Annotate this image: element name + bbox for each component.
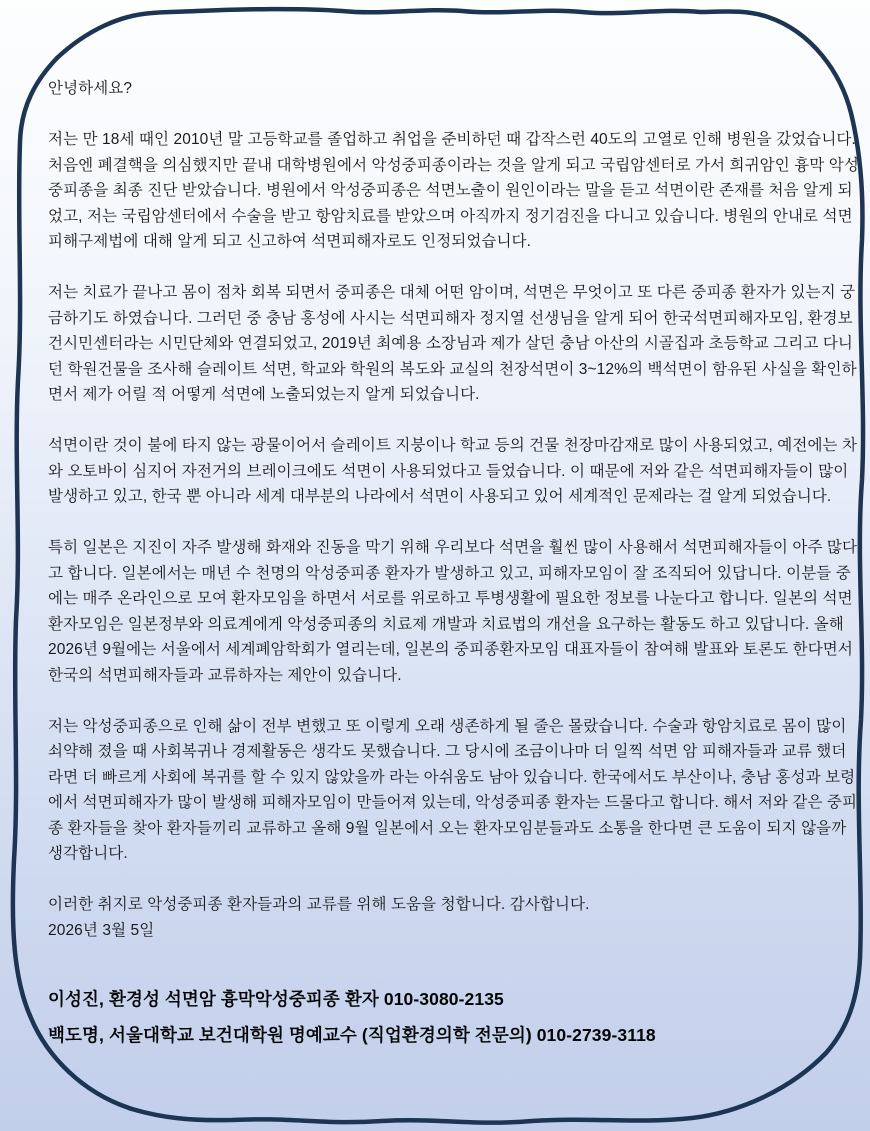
letter-paragraph: 저는 악성중피종으로 인해 삶이 전부 변했고 또 이렇게 오래 생존하게 될 줄은 몰랐습니다. 수술과 항암치료로 몸이 많이 쇠약해 졌을 때 사회복귀나 경제활동은 생각도 못했습니다. 그 당시에 조금이나마 더 일찍 석면 암 피해자들과 교류 했더라면 더 빠르게 사회에 복귀를 할 수 있지 않았을까 라는 아쉬움도 남아 있습니다. 한국에서도 부산이나, 충남 홍성과 보령에서 석면피해자가 많이 발생해 피해자모임이 만들어져 있는데, 악성중피종 환자는 드물다고 합니다. 해서 저와 같은 중피종 환자들을 찾아 환자들끼리 교류하고 올해 9월 일본에서 오는 환자모임분들과도 소통을 한다면 큰 도움이 되지 않을까 생각합니다. bbox=[48, 717, 858, 862]
letter-paragraph: 저는 치료가 끝나고 몸이 점차 회복 되면서 중피종은 대체 어떤 암이며, 석면은 무엇이고 또 다른 중피종 환자가 있는지 궁금하기도 하였습니다. 그러던 중 충남 홍성에 사시는 석면피해자 정지열 선생님을 알게 되어 한국석면피해자모임, 환경보건시민센터라는 시민단체와 연결되었고, 2019년 최예용 소장님과 제가 살던 충남 아산의 시골집과 초등학교 그리고 다니던 학원건물을 조사해 슬레이트 석면, 학교와 학원의 복도와 교실의 천장석면이 3~12%의 백석면이 함유된 사실을 확인하면서 제가 어릴 적 어떻게 석면에 노출되었는지 알게 되었습니다. bbox=[48, 284, 857, 403]
letter-paragraph: 특히 일본은 지진이 자주 발생해 화재와 진동을 막기 위해 우리보다 석면을 훨씬 많이 사용해서 석면피해자들이 아주 많다고 합니다. 일본에서는 매년 수 천명의 악성중피종 환자가 발생하고 있고, 피해자모임이 잘 조직되어 있답니다. 이분들 중에는 매주 온라인으로 모여 환자모임을 하면서 서로를 위로하고 투병생활에 필요한 정보를 나눈다고 합니다. 일본의 석면환자모임은 일본정부와 의료계에게 악성중피종의 치료제 개발과 치료법의 개선을 요구하는 활동도 하고 있답니다. 올해 2026년 9월에는 서울에서 세계폐암학회가 열리는데, 일본의 중피종환자모임 대표자들이 참여해 발표와 토론도 한다면서 한국의 석면피해자들과 교류하자는 제안이 있습니다. bbox=[48, 539, 858, 684]
letter-body bbox=[48, 76, 860, 1053]
letter-closing: 이러한 취지로 악성중피종 환자들과의 교류를 위해 도움을 청합니다. 감사합니다. bbox=[48, 896, 590, 913]
letter-date: 2026년 3월 5일 bbox=[48, 921, 155, 939]
signature-block bbox=[48, 981, 860, 1053]
letter-greeting: 안녕하세요? bbox=[48, 80, 133, 97]
letter-paragraph: 저는 만 18세 때인 2010년 말 고등학교를 졸업하고 취업을 준비하던 때 갑작스런 40도의 고열로 인해 병원을 갔었습니다. 처음엔 폐결핵을 의심했지만 끝내 대학병원에서 악성중피종이라는 것을 알게 되고 국립암센터로 가서 희귀암인 흉막 악성중피종을 최종 진단 받았습니다. 병원에서 악성중피종은 석면노출이 원인이라는 말을 듣고 석면이란 존재를 처음 알게 되었고, 저는 국립암센터에서 수술을 받고 항암치료를 받았으며 아직까지 정기검진을 다니고 있습니다. 병원의 안내로 석면피해구제법에 대해 알게 되고 신고하여 석면피해자로도 인정되었습니다. bbox=[48, 131, 859, 250]
signature-line-professor: 백도명, 서울대학교 보건대학원 명예교수 (직업환경의학 전문의) 010-2739-3118 bbox=[48, 1025, 656, 1045]
letter-paragraph: 석면이란 것이 불에 타지 않는 광물이어서 슬레이트 지붕이나 학교 등의 건물 천장마감재로 많이 사용되었고, 예전에는 차와 오토바이 심지어 자전거의 브레이크에도 석면이 사용되었다고 들었습니다. 이 때문에 저와 같은 석면피해자들이 많이 발생하고 있고, 한국 뿐 아니라 세계 대부분의 나라에서 석면이 사용되고 있어 세계적인 문제라는 걸 알게 되었습니다. bbox=[48, 437, 858, 505]
signature-line-patient: 이성진, 환경성 석면암 흉막악성중피종 환자 010-3080-2135 bbox=[48, 989, 504, 1009]
